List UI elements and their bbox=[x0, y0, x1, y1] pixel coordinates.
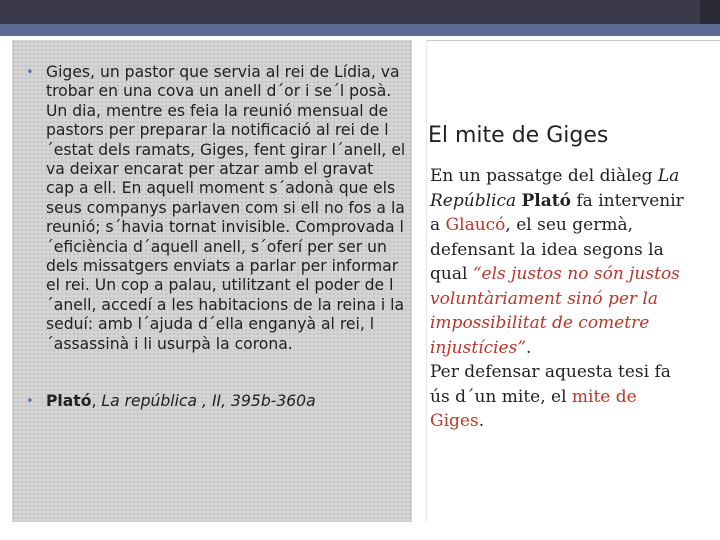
paragraph-2-end: . bbox=[478, 411, 485, 431]
top-accent-bar bbox=[0, 24, 720, 36]
dialogue-title: La República bbox=[430, 166, 680, 211]
right-body-text bbox=[430, 164, 692, 434]
myth-name: mite de Giges bbox=[430, 386, 637, 431]
story-text: Giges, un pastor que servia al rei de Lídia, va trobar en una cova un anell d´or i se´l posà. Un dia, mentre es feia la reunió mensual de pastors per preparar la notificació al rei de l´estat dels ramats, Giges, fent girar l´anell, el va deixar encarat per atzar amb el gravat cap a ell. En aquell moment s´adonà que els seus companys parlaven com si ell no fos a la reunió; s´havia tornat invisible. Comprovada l´eficiència d´aquell anell, s´oferí per ser un dels missatgers enviats a parlar per informar el rei. Un cop a palau, utilitzant el poder de l´anell, accedí a les habitacions de la reina i la seduí: amb l´ajuda d´ella enganyà al rei, l´assassinà i li usurpà la corona. bbox=[46, 63, 406, 353]
citation-work: La república , II, 395b-360a bbox=[101, 392, 316, 411]
paragraph-2-part: Per defensar aquesta tesi fa ús d´un mite, el bbox=[430, 362, 671, 407]
right-panel-top-rule bbox=[426, 40, 720, 41]
paragraph-1-part: fa intervenir a bbox=[430, 190, 684, 235]
paragraph-1-part: En un passatge del diàleg bbox=[430, 166, 658, 186]
bullet-list bbox=[26, 63, 406, 412]
bullet-item-story bbox=[26, 63, 406, 354]
bullet-icon: • bbox=[26, 65, 34, 80]
top-bar bbox=[0, 0, 720, 24]
citation-separator: , bbox=[91, 392, 102, 411]
character-name: Glaucó bbox=[445, 215, 506, 235]
author-name: Plató bbox=[521, 190, 571, 211]
bullet-item-citation bbox=[26, 392, 406, 411]
slide-title: El mite de Giges bbox=[428, 123, 609, 148]
top-corner-square bbox=[700, 0, 720, 24]
quoted-thesis: “els justos no són justos voluntàriament sinó per la impossibilitat de cometre injustícies” bbox=[430, 264, 680, 358]
right-panel-edge-rule bbox=[426, 40, 427, 522]
bullet-icon: • bbox=[26, 394, 34, 410]
paragraph-1-end: . bbox=[526, 337, 532, 358]
paragraph-1-part: , el seu germà, defensant la idea segons la qual bbox=[430, 215, 664, 284]
citation-author: Plató bbox=[46, 392, 92, 411]
